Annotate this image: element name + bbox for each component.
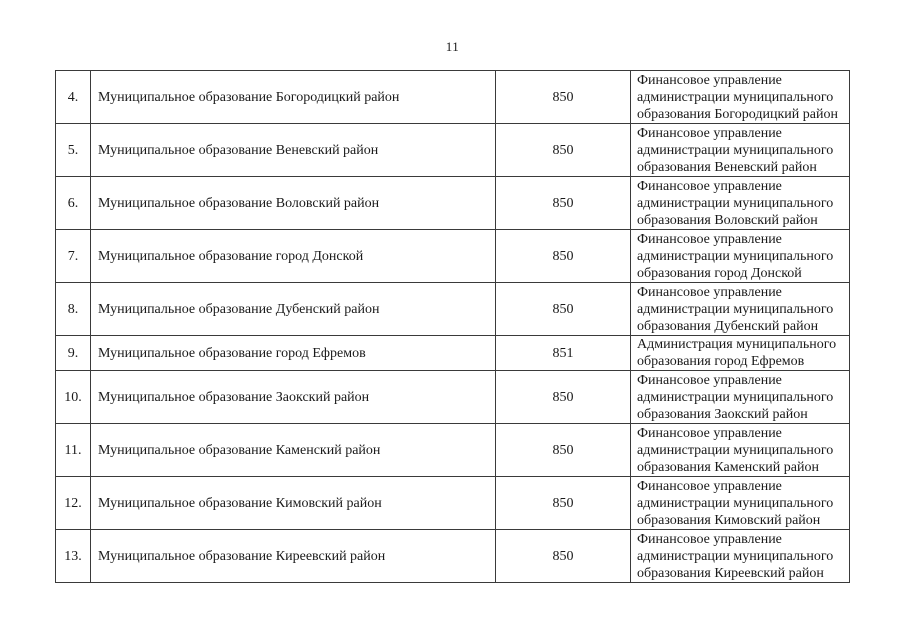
- table-row: [56, 336, 850, 371]
- org-line: образования город Ефремов: [637, 354, 805, 369]
- row-number: 11.: [56, 424, 91, 477]
- budget-code: 850: [496, 71, 631, 124]
- row-number: 8.: [56, 283, 91, 336]
- org-line: администрации муниципального: [637, 389, 834, 405]
- org-line: образования Заокский район: [637, 406, 808, 422]
- budget-code: 850: [496, 283, 631, 336]
- administrator-org: [631, 177, 850, 230]
- org-line: Финансовое управление: [637, 372, 782, 388]
- org-line: Финансовое управление: [637, 231, 782, 247]
- org-line: Финансовое управление: [637, 72, 782, 88]
- municipal-table: [55, 70, 850, 583]
- row-number: 4.: [56, 71, 91, 124]
- administrator-org: [631, 424, 850, 477]
- org-line: Администрация муниципального: [637, 337, 837, 352]
- org-line: администрации муниципального: [637, 548, 834, 564]
- administrator-org: [631, 371, 850, 424]
- org-line: Финансовое управление: [637, 425, 782, 441]
- budget-code: 850: [496, 371, 631, 424]
- row-number: 7.: [56, 230, 91, 283]
- budget-code: 850: [496, 177, 631, 230]
- table-row: [56, 177, 850, 230]
- page-number: 11: [445, 39, 460, 54]
- municipality-name: Муниципальное образование Заокский район: [91, 371, 496, 424]
- org-line: образования Киреевский район: [637, 565, 824, 581]
- org-line: администрации муниципального: [637, 195, 834, 211]
- org-line: образования Воловский район: [637, 212, 818, 228]
- row-number: 12.: [56, 477, 91, 530]
- table-row: [56, 124, 850, 177]
- budget-code: 850: [496, 530, 631, 583]
- org-line: Финансовое управление: [637, 125, 782, 141]
- org-line: администрации муниципального: [637, 89, 834, 105]
- org-line: образования Дубенский район: [637, 318, 819, 334]
- municipality-name: Муниципальное образование Воловский район: [91, 177, 496, 230]
- administrator-org: [631, 283, 850, 336]
- table-row: [56, 530, 850, 583]
- org-line: образования Богородицкий район: [637, 106, 838, 122]
- budget-code: 850: [496, 230, 631, 283]
- municipality-name: Муниципальное образование Богородицкий район: [91, 71, 496, 124]
- table-row: [56, 283, 850, 336]
- table-row: [56, 477, 850, 530]
- org-line: администрации муниципального: [637, 248, 834, 264]
- municipality-name: Муниципальное образование Кимовский район: [91, 477, 496, 530]
- org-line: образования Кимовский район: [637, 512, 821, 528]
- administrator-org: [631, 530, 850, 583]
- administrator-org: [631, 336, 850, 371]
- budget-code: 850: [496, 477, 631, 530]
- administrator-org: [631, 71, 850, 124]
- municipality-name: Муниципальное образование город Ефремов: [91, 336, 496, 371]
- table-row: [56, 71, 850, 124]
- org-line: Финансовое управление: [637, 178, 782, 194]
- org-line: образования город Донской: [637, 265, 802, 281]
- budget-code: 851: [496, 336, 631, 371]
- org-line: администрации муниципального: [637, 142, 834, 158]
- row-number: 9.: [56, 336, 91, 371]
- row-number: 13.: [56, 530, 91, 583]
- row-number: 5.: [56, 124, 91, 177]
- table-body: [56, 71, 850, 583]
- org-line: образования Веневский район: [637, 159, 817, 175]
- table-row: [56, 371, 850, 424]
- org-line: Финансовое управление: [637, 531, 782, 547]
- org-line: администрации муниципального: [637, 442, 834, 458]
- administrator-org: [631, 124, 850, 177]
- budget-code: 850: [496, 424, 631, 477]
- row-number: 10.: [56, 371, 91, 424]
- municipality-name: Муниципальное образование Киреевский район: [91, 530, 496, 583]
- org-line: образования Каменский район: [637, 459, 819, 475]
- municipality-name: Муниципальное образование Веневский район: [91, 124, 496, 177]
- municipality-name: Муниципальное образование Дубенский район: [91, 283, 496, 336]
- administrator-org: [631, 477, 850, 530]
- org-line: Финансовое управление: [637, 284, 782, 300]
- table-row: [56, 424, 850, 477]
- org-line: администрации муниципального: [637, 301, 834, 317]
- municipality-name: Муниципальное образование Каменский район: [91, 424, 496, 477]
- budget-code: 850: [496, 124, 631, 177]
- org-line: администрации муниципального: [637, 495, 834, 511]
- administrator-org: [631, 230, 850, 283]
- row-number: 6.: [56, 177, 91, 230]
- table-row: [56, 230, 850, 283]
- org-line: Финансовое управление: [637, 478, 782, 494]
- municipality-name: Муниципальное образование город Донской: [91, 230, 496, 283]
